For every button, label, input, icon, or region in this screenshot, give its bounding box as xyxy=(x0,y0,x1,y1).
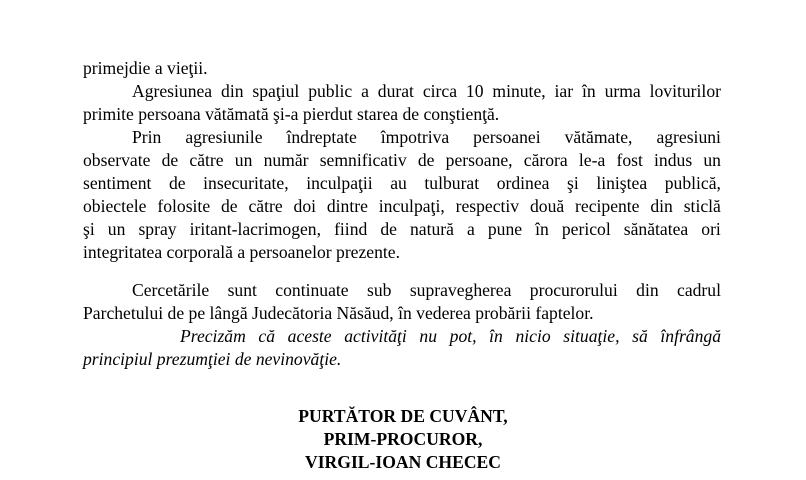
word: un xyxy=(234,150,253,170)
paragraph-2-line-5 xyxy=(83,218,721,241)
word: sub xyxy=(366,280,392,300)
word: să xyxy=(632,326,648,346)
presumption-notice-line-1 xyxy=(83,325,721,348)
word: le-a xyxy=(578,150,606,170)
word: inculpaţi, xyxy=(378,196,445,216)
word: liniştea xyxy=(596,173,648,193)
word: sentiment xyxy=(83,173,152,193)
word: spray xyxy=(138,219,177,239)
word: Cercetările xyxy=(132,280,210,300)
paragraph-1-line-1 xyxy=(83,80,721,103)
word: din xyxy=(636,280,659,300)
word: de xyxy=(417,150,435,170)
word: iritant-lacrimogen, xyxy=(189,219,322,239)
presumption-notice-line-2: principiul prezumţiei de nevinovăţie. xyxy=(83,349,342,369)
paragraph-3-line-2: Parchetului de pe lângă Judecătoria Năsăud, în vederea probării faptelor. xyxy=(83,303,594,323)
word: inculpaţii xyxy=(306,173,373,193)
word: nicio xyxy=(515,326,551,346)
word: semnificativ xyxy=(319,150,407,170)
word: persoanei xyxy=(473,127,541,147)
word: pot, xyxy=(449,326,477,346)
word: spaţiul xyxy=(252,81,300,101)
paragraph-2-line-1 xyxy=(83,126,721,149)
word: minute, xyxy=(492,81,546,101)
word: de xyxy=(161,150,179,170)
paragraph-2-line-2 xyxy=(83,149,721,172)
word: de xyxy=(380,219,397,239)
word: împotriva xyxy=(380,127,450,147)
signature-block xyxy=(0,405,806,474)
word: dintre xyxy=(326,196,368,216)
word: că xyxy=(258,326,276,346)
word: activităţi xyxy=(344,326,407,346)
word: iar xyxy=(554,81,574,101)
word: pericol xyxy=(561,219,611,239)
word: nu xyxy=(419,326,438,346)
word: agresiunile xyxy=(185,127,263,147)
word: tulburat xyxy=(424,173,480,193)
word: publică, xyxy=(664,173,721,193)
word: de xyxy=(168,173,186,193)
word: supravegherea xyxy=(409,280,512,300)
word: loviturilor xyxy=(649,81,721,101)
word: natură xyxy=(410,219,454,239)
word: cărora xyxy=(523,150,568,170)
word: recipente xyxy=(575,196,640,216)
paragraph-2-line-6: integritatea corporală a persoanelor prezente. xyxy=(83,242,400,262)
word: Agresiunea xyxy=(132,81,213,101)
word: în xyxy=(582,81,596,101)
word: ori xyxy=(701,219,721,239)
word: observate xyxy=(83,150,151,170)
word: au xyxy=(390,173,407,193)
word: a xyxy=(467,219,475,239)
word: în xyxy=(535,219,549,239)
word: din xyxy=(650,196,673,216)
word: număr xyxy=(263,150,309,170)
word: Precizăm xyxy=(180,326,246,346)
word: doi xyxy=(293,196,316,216)
paragraph-tail-line: primejdie a vieţii. xyxy=(83,58,208,78)
word: sănătatea xyxy=(623,219,689,239)
word: 10 xyxy=(465,81,484,101)
word: insecuritate, xyxy=(203,173,289,193)
word: folosite xyxy=(157,196,211,216)
word: două xyxy=(529,196,565,216)
word: şi xyxy=(83,219,95,239)
word: urma xyxy=(604,81,641,101)
word: durat xyxy=(377,81,414,101)
word: vătămate, xyxy=(564,127,633,147)
word: către xyxy=(189,150,224,170)
word: de xyxy=(221,196,238,216)
word: şi xyxy=(567,173,579,193)
word: obiectele xyxy=(83,196,147,216)
word: indus xyxy=(654,150,693,170)
word: fost xyxy=(616,150,643,170)
word: sunt xyxy=(227,280,257,300)
word: sticlă xyxy=(683,196,721,216)
word: către xyxy=(248,196,283,216)
word: înfrângă xyxy=(660,326,721,346)
word: circa xyxy=(422,81,458,101)
word: public xyxy=(308,81,353,101)
word: continuate xyxy=(275,280,349,300)
signature-title: PURTĂTOR DE CUVÂNT, xyxy=(298,406,508,426)
word: un xyxy=(703,150,721,170)
paragraph-3-line-1 xyxy=(83,279,721,302)
word: din xyxy=(221,81,244,101)
word: agresiuni xyxy=(656,127,721,147)
signature-name: VIRGIL-IOAN CHECEC xyxy=(305,452,501,472)
paragraph-2-line-4 xyxy=(83,195,721,218)
word: ordinea xyxy=(496,173,550,193)
word: aceste xyxy=(287,326,332,346)
word: respectiv xyxy=(455,196,520,216)
word: situaţie, xyxy=(563,326,620,346)
word: cadrul xyxy=(677,280,721,300)
word: Prin xyxy=(132,127,162,147)
word: fiind xyxy=(334,219,368,239)
word: procurorului xyxy=(529,280,618,300)
word: persoane, xyxy=(445,150,513,170)
word: a xyxy=(361,81,369,101)
word: în xyxy=(489,326,503,346)
paragraph-2-line-3 xyxy=(83,172,721,195)
signature-rank: PRIM-PROCUROR, xyxy=(323,429,483,449)
word: pune xyxy=(487,219,523,239)
paragraph-1-line-2: primite persoana vătămată şi-a pierdut starea de conştienţă. xyxy=(83,104,500,124)
word: un xyxy=(107,219,126,239)
word: îndreptate xyxy=(286,127,357,147)
